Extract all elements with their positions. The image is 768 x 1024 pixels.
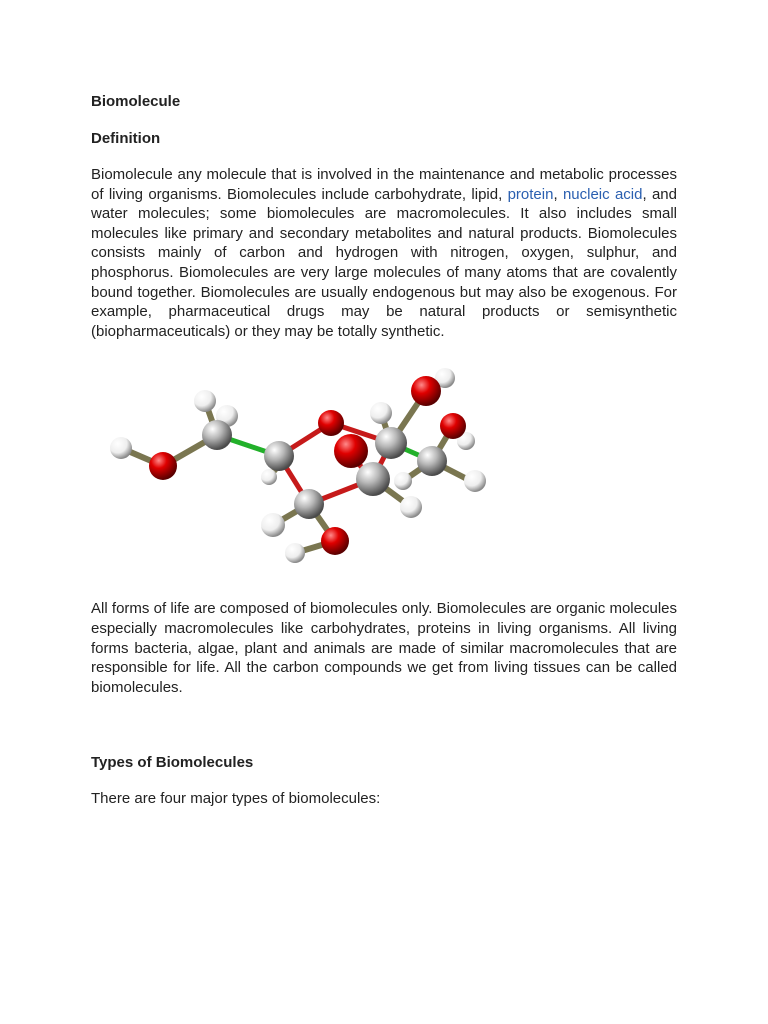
definition-text-comma: , — [553, 185, 563, 203]
definition-paragraph — [91, 165, 677, 341]
nucleic-acid-link[interactable]: nucleic acid — [562, 185, 643, 203]
definition-heading: Definition — [91, 130, 161, 147]
molecule-illustration — [91, 361, 521, 573]
molecule-figure — [91, 361, 521, 573]
document-page — [91, 92, 677, 809]
types-intro: There are four major types of biomolecules: — [91, 790, 381, 808]
document-title: Biomolecule — [91, 93, 181, 110]
types-heading: Types of Biomolecules — [91, 754, 254, 772]
composition-paragraph: All forms of life are composed of biomolecules only. Biomolecules are organic molecules especially macromolecules like carbohydrates, proteins in living organisms. All living forms bacteria, algae, plant and animals are made of similar macromolecules that are responsible for life. All the carbon compounds we get from living tissues can be called biomolecules. — [91, 600, 677, 696]
definition-text-end: , and water molecules; some biomolecules are macromolecules. It also includes small molecules like primary and secondary metabolites and natural products. Biomolecules consists mainly of carbon and hydrogen with nitrogen, oxygen, sulphur, and phosphorus. Biomolecules are very large molecules of many atoms that are covalently bound together. Biomolecules are usually endogenous but may also be exogenous. For example, pharmaceutical drugs may be natural products or semisynthetic (biopharmaceuticals) or they may be totally synthetic. — [91, 185, 677, 340]
protein-link[interactable]: protein — [507, 185, 554, 203]
definition-text-start: Biomolecule any molecule that is involved in the maintenance and metabolic processes of living organisms. Biomolecules include carbohydrate, lipid, — [91, 166, 677, 203]
